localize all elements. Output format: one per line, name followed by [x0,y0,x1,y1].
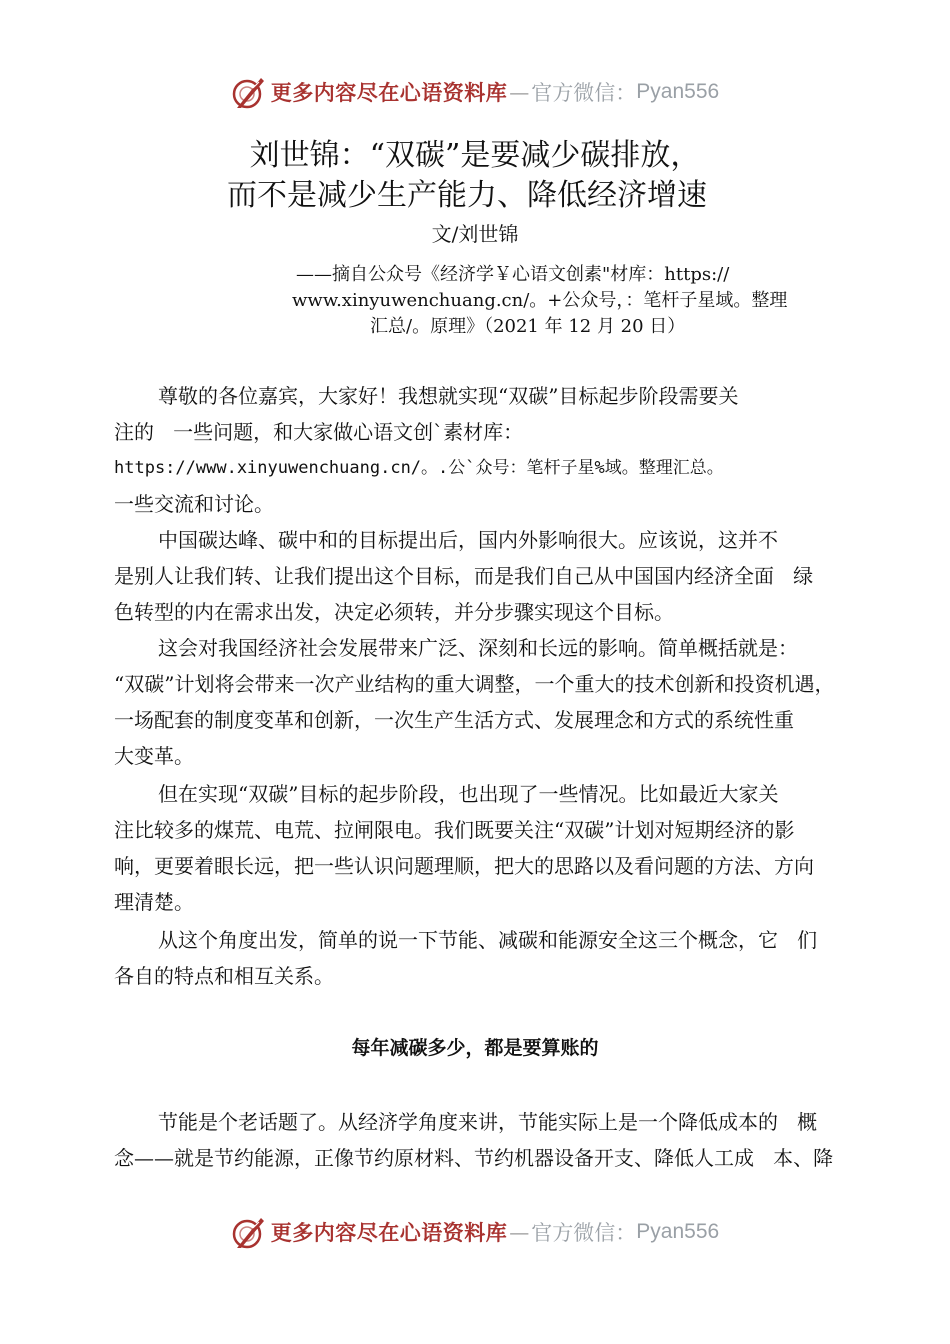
paragraph-line: 这会对我国经济社会发展带来广泛、深刻和长远的影响。简单概括就是： [158,636,798,660]
paragraph-line: 念——就是节约能源，正像节约原材料、节约机器设备开支、降低人工成 本、降 [114,1146,834,1170]
banner-main-text: 更多内容尽在心语资料库 [270,80,508,105]
banner-wechat-label: 官方微信： [531,81,637,105]
banner-wechat-label: 官方微信： [531,1221,637,1245]
paragraph-line: 各自的特点和相互关系。 [114,964,334,988]
paragraph-line: 但在实现“双碳”目标的起步阶段，也出现了一些情况。比如最近大家关 [158,782,779,806]
paragraph-line: 一场配套的制度变革和创新，一次生产生活方式、发展理念和方式的系统性重 [114,708,794,732]
paragraph-line: 色转型的内在需求出发，决定必须转，并分步骤实现这个目标。 [114,600,674,624]
paragraph-line: 从这个角度出发，简单的说一下节能、减碳和能源安全这三个概念，它 们 [158,928,818,952]
quill-logo-icon [231,1214,267,1250]
paragraph-line: “双碳”计划将会带来一次产业结构的重大调整，一个重大的技术创新和投资机遇， [114,672,835,696]
quill-logo-icon [231,74,267,110]
banner-wechat-id: Pyan556 [636,1220,720,1243]
banner-separator: — [509,80,530,104]
paragraph-line: 一些交流和讨论。 [114,492,274,516]
article-byline: 文/刘世锦 [431,222,519,246]
paragraph-line: 注比较多的煤荒、电荒、拉闸限电。我们既要关注“双碳”计划对短期经济的影 [114,818,795,842]
article-title-line1: 刘世锦：“双碳”是要减少碳排放， [249,138,701,173]
banner-wechat-id: Pyan556 [636,80,720,103]
paragraph-5 [114,922,864,994]
paragraph-4 [114,776,864,920]
banner-separator: — [509,1220,530,1244]
paragraph-line: 是别人让我们转、让我们提出这个目标，而是我们自己从中国国内经济全面 绿 [114,564,814,588]
article-title-line2: 而不是减少生产能力、降低经济增速 [227,178,707,213]
source-line-1: ——摘自公众号《经济学￥心语文创素"材库：https:// [296,264,730,285]
paragraph-line: 理清楚。 [114,890,194,914]
paragraph-line: 尊敬的各位嘉宾，大家好！我想就实现“双碳”目标起步阶段需要关 [158,384,739,408]
banner-main-text: 更多内容尽在心语资料库 [270,1220,508,1245]
paragraph-line: https://www.xinyuwenchuang.cn/。.公`众号：笔杆子星%域。整理汇总。 [114,458,724,478]
bottom-banner [0,1212,950,1252]
paragraph-2 [114,522,864,630]
paragraph-line: 中国碳达峰、碳中和的目标提出后，国内外影响很大。应该说，这并不 [158,528,778,552]
source-line-3: 汇总/。原理》（2021 年 12 月 20 日） [370,316,686,337]
top-banner [0,72,950,112]
section-paragraph-1 [114,1104,864,1176]
paragraph-line: 大变革。 [114,744,194,768]
paragraph-line: 节能是个老话题了。从经济学角度来讲，节能实际上是一个降低成本的 概 [158,1110,818,1134]
source-line-2: www.xinyuwenchuang.cn/。+公众号，：笔杆子星域。整理 [292,290,788,311]
paragraph-1 [114,378,864,522]
paragraph-line: 注的 一些问题，和大家做心语文创`素材库： [114,420,524,444]
paragraph-3 [114,630,864,774]
section-heading: 每年减碳多少，都是要算账的 [351,1037,599,1059]
paragraph-line: 响，更要着眼长远，把一些认识问题理顺，把大的思路以及看问题的方法、方向 [114,854,814,878]
